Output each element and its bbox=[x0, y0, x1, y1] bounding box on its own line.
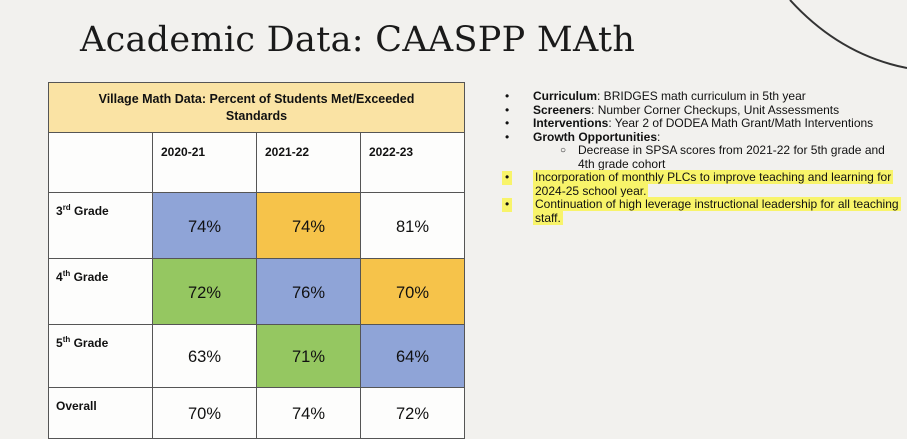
table-caption: Village Math Data: Percent of Students Met/Exceeded Standards bbox=[49, 83, 465, 133]
column-header: 2020-21 bbox=[153, 133, 257, 193]
sub-bullet-spsa: ○ Decrease in SPSA scores from 2021-22 for 5th grade and 4th grade cohort bbox=[560, 143, 885, 171]
data-cell: 76% bbox=[257, 259, 361, 325]
data-cell: 72% bbox=[361, 388, 465, 439]
bullet-dot-icon: • bbox=[505, 102, 510, 117]
row-header: 3rd Grade bbox=[49, 193, 153, 259]
data-cell: 71% bbox=[257, 325, 361, 388]
data-cell: 74% bbox=[257, 193, 361, 259]
slide-title: Academic Data: CAASPP MAth bbox=[80, 20, 636, 60]
data-cell: 81% bbox=[361, 193, 465, 259]
bullet-dot-icon: • bbox=[502, 171, 512, 185]
row-header: 4th Grade bbox=[49, 259, 153, 325]
row-header: Overall bbox=[49, 388, 153, 439]
table-corner bbox=[49, 133, 153, 193]
bullet-plcs: • Incorporation of monthly PLCs to improve teaching and learning for 2024-25 school year. bbox=[500, 171, 900, 198]
data-cell: 63% bbox=[153, 325, 257, 388]
bullet-list bbox=[500, 90, 900, 225]
data-cell: 74% bbox=[153, 193, 257, 259]
table-row bbox=[49, 325, 465, 388]
circle-bullet-icon: ○ bbox=[560, 145, 567, 156]
bullet-interventions: • Interventions: Year 2 of DODEA Math Grant/Math Interventions bbox=[505, 116, 874, 130]
bullet-dot-icon: • bbox=[505, 116, 510, 130]
data-cell: 74% bbox=[257, 388, 361, 439]
data-cell: 70% bbox=[361, 259, 465, 325]
bullet-screeners: • Screeners: Number Corner Checkups, Unit Assessments bbox=[505, 102, 840, 117]
table-row bbox=[49, 388, 465, 439]
table-row bbox=[49, 193, 465, 259]
bullet-leadership: • Continuation of high leverage instructional leadership for all teaching staff. bbox=[500, 198, 900, 225]
math-data-table bbox=[48, 82, 465, 439]
bullet-dot-icon: • bbox=[502, 198, 512, 212]
column-header: 2022-23 bbox=[361, 133, 465, 193]
column-header: 2021-22 bbox=[257, 133, 361, 193]
table-row bbox=[49, 259, 465, 325]
data-cell: 70% bbox=[153, 388, 257, 439]
row-header: 5th Grade bbox=[49, 325, 153, 388]
bullet-dot-icon: • bbox=[505, 89, 510, 103]
bullet-curriculum: • Curriculum: BRIDGES math curriculum in 5th year bbox=[505, 89, 806, 103]
bullet-dot-icon: • bbox=[505, 129, 510, 144]
bullet-growth: • Growth Opportunities: bbox=[505, 129, 661, 144]
data-cell: 72% bbox=[153, 259, 257, 325]
data-cell: 64% bbox=[361, 325, 465, 388]
